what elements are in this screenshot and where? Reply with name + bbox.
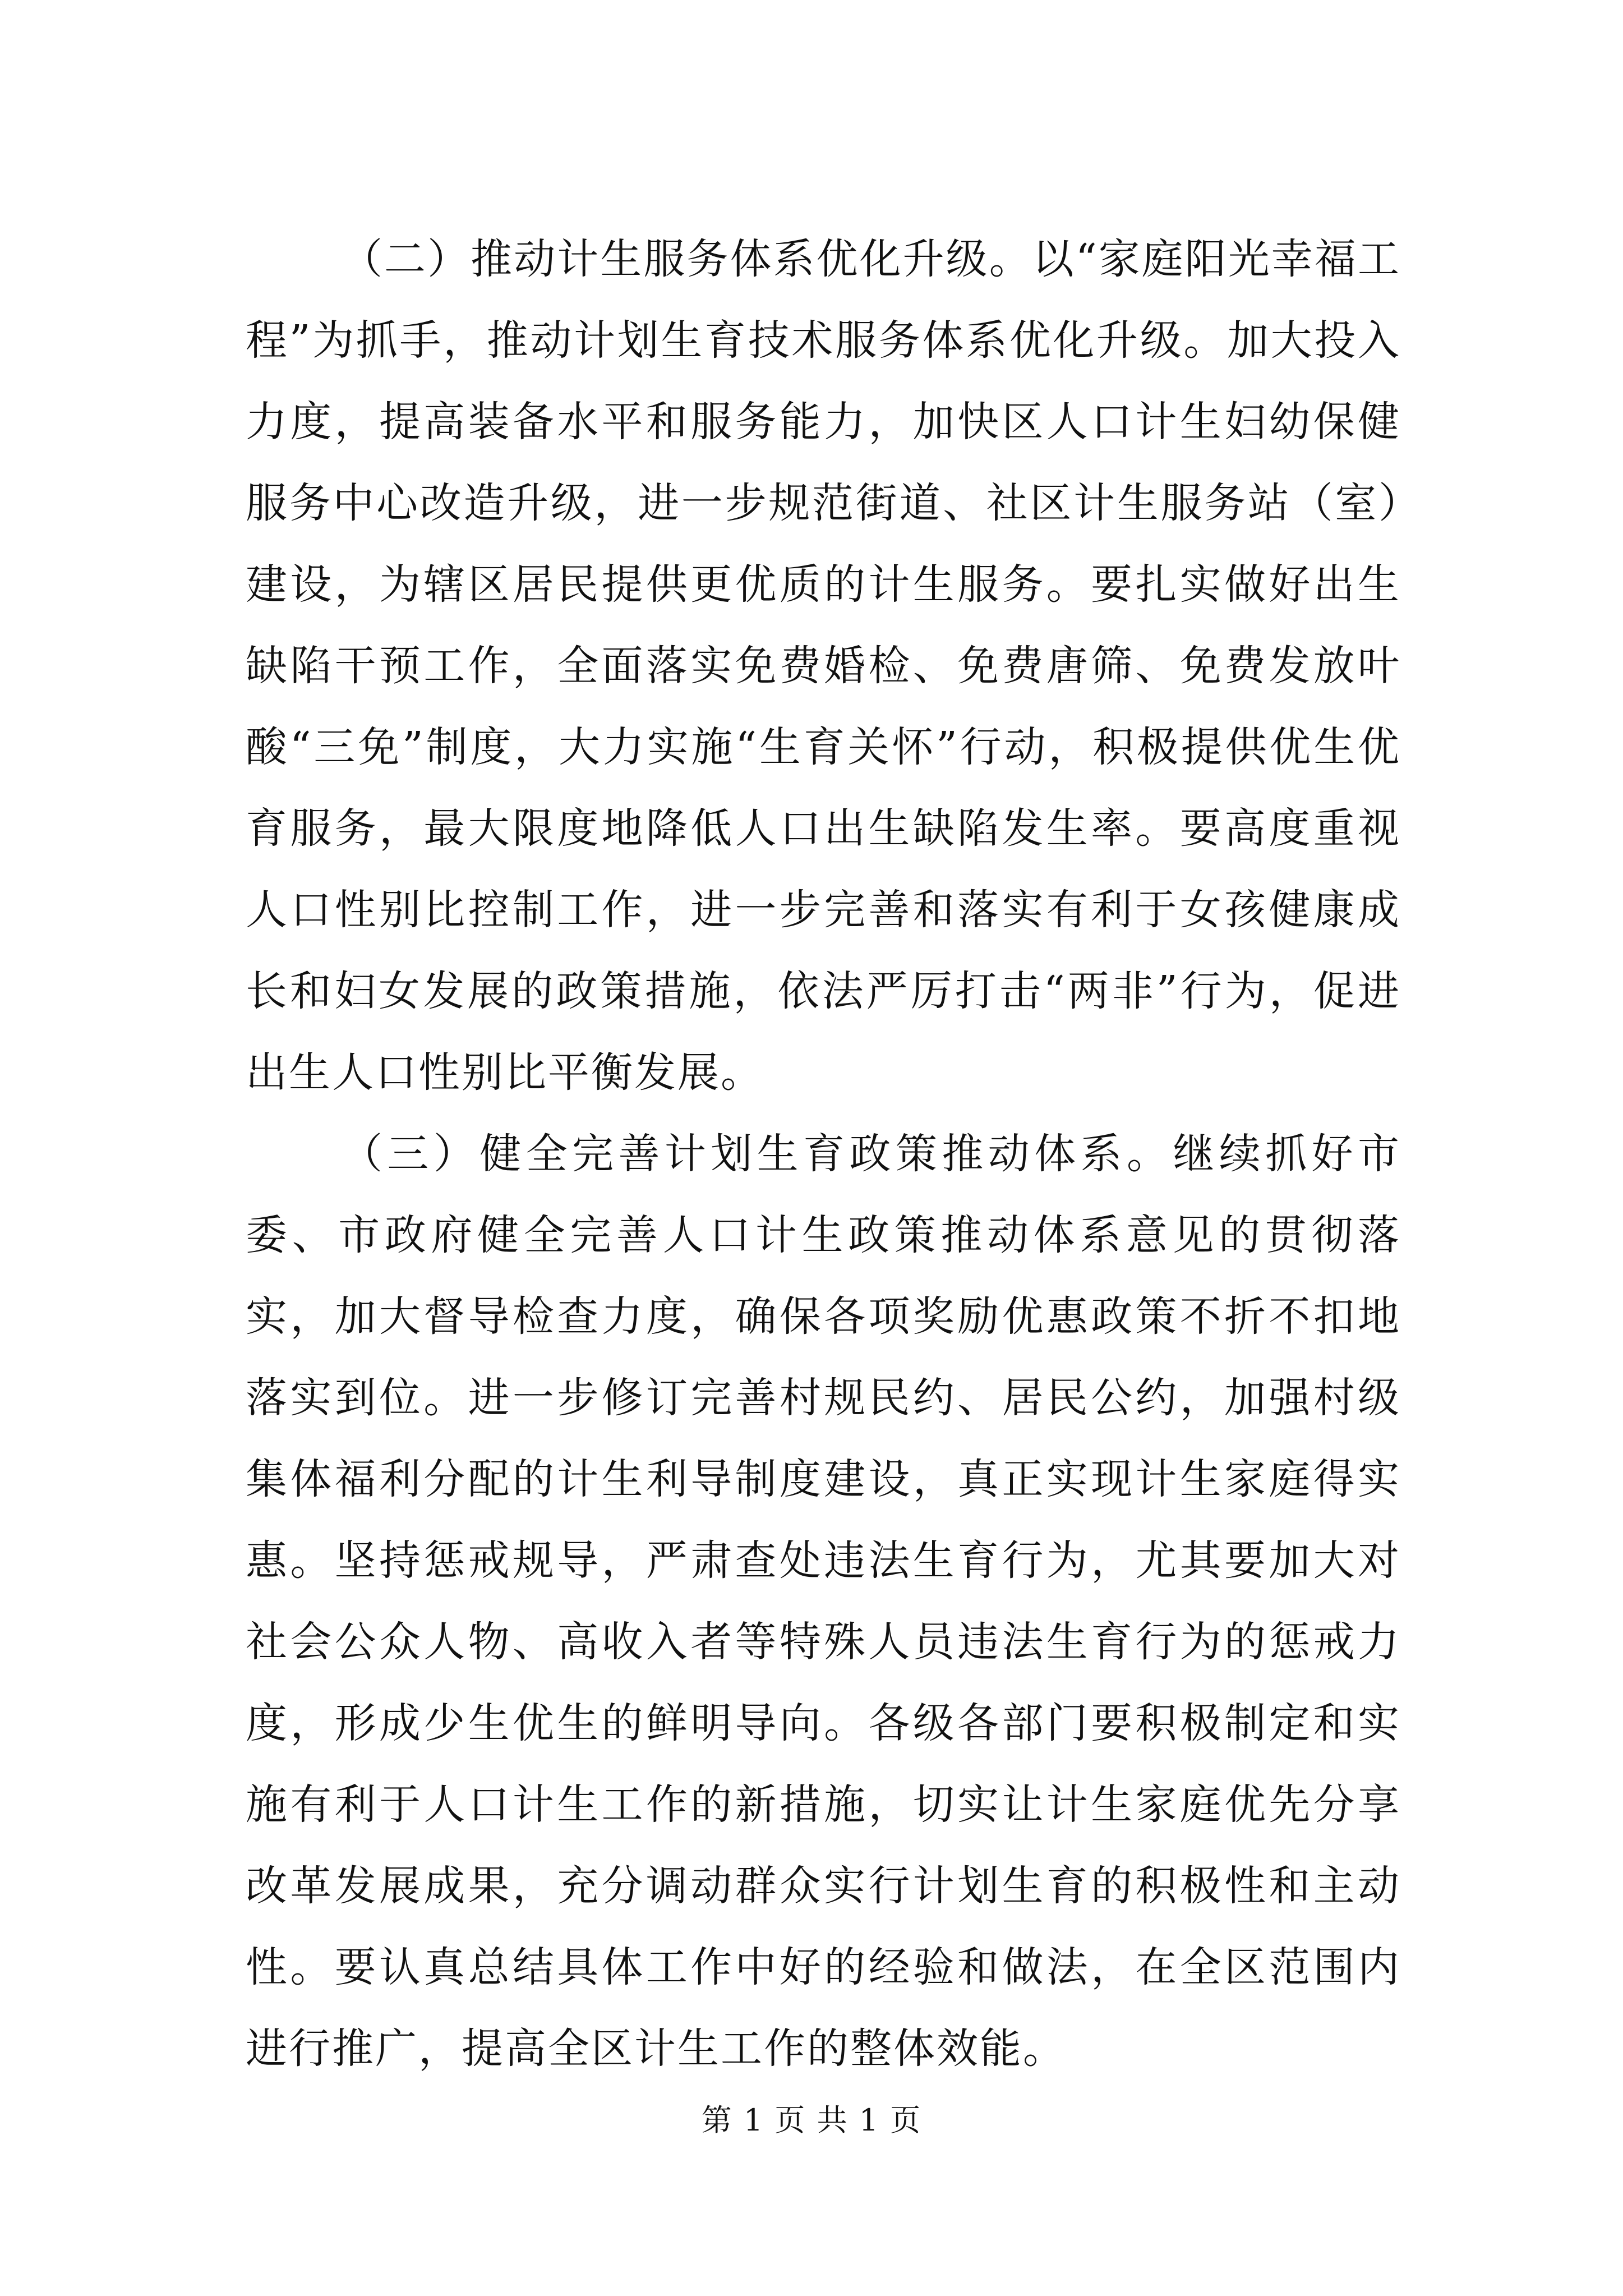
document-body [246, 219, 1401, 2090]
page-footer: 第 1 页 共 1 页 [701, 2102, 922, 2138]
paragraph-section-3: （三）健全完善计划生育政策推动体系。继续抓好市委、市政府健全完善人口计生政策推动体系意见的贯彻落实，加大督导检查力度，确保各项奖励优惠政策不折不扣地落实到位。进一步修订完善村规民约、居民公约，加强村级集体福利分配的计生利导制度建设，真正实现计生家庭得实惠。坚持惩戒规导，严肃查处违法生育行为，尤其要加大对社会公众人物、高收入者等特殊人员违法生育行为的惩戒力度，形成少生优生的鲜明导向。各级各部门要积极制定和实施有利于人口计生工作的新措施，切实让计生家庭优先分享改革发展成果，充分调动群众实行计划生育的积极性和主动性。要认真总结具体工作中好的经验和做法，在全区范围内进行推广，提高全区计生工作的整体效能。 [246, 1130, 1401, 2073]
paragraph-section-2: （二）推动计生服务体系优化升级。以“家庭阳光幸福工程”为抓手，推动计划生育技术服务体系优化升级。加大投入力度，提高装备水平和服务能力，加快区人口计生妇幼保健服务中心改造升级，进一步规范街道、社区计生服务站（室）建设，为辖区居民提供更优质的计生服务。要扎实做好出生缺陷干预工作，全面落实免费婚检、免费唐筛、免费发放叶酸“三免”制度，大力实施“生育关怀”行动，积极提供优生优育服务，最大限度地降低人口出生缺陷发生率。要高度重视人口性别比控制工作，进一步完善和落实有利于女孩健康成长和妇女发展的政策措施，依法严厉打击“两非”行为，促进出生人口性别比平衡发展。 [246, 235, 1401, 1097]
